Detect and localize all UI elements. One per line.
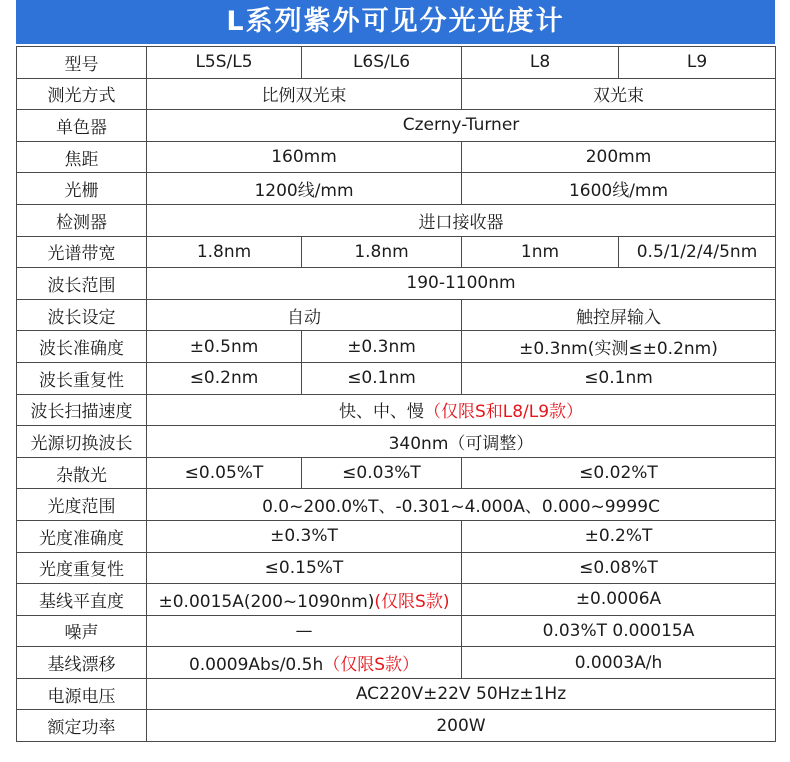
row-label: 光栅 xyxy=(17,173,147,205)
cell-l5: ±0.5nm xyxy=(147,331,302,363)
cell-l8-l9: ±0.2%T xyxy=(462,520,776,552)
cell-l8-l9: 触控屏输入 xyxy=(462,299,776,331)
row-label: 检测器 xyxy=(17,204,147,236)
row-label: 型号 xyxy=(17,47,147,79)
row-label: 光度准确度 xyxy=(17,520,147,552)
table-row xyxy=(17,552,776,584)
row-label: 光度范围 xyxy=(17,489,147,521)
cell-l8-l9: ≤0.08%T xyxy=(462,552,776,584)
table-row xyxy=(17,457,776,489)
cell-l5-l6: 自动 xyxy=(147,299,462,331)
drift-note: （仅限S款） xyxy=(323,655,420,676)
cell-l5-l6: 比例双光束 xyxy=(147,78,462,110)
cell-l5-l6 xyxy=(147,647,462,679)
spec-table xyxy=(16,46,776,742)
cell-all: 进口接收器 xyxy=(147,204,776,236)
table-row xyxy=(17,78,776,110)
cell-all: 340nm（可调整） xyxy=(147,426,776,458)
cell-l5: ≤0.2nm xyxy=(147,362,302,394)
row-label: 波长设定 xyxy=(17,299,147,331)
row-label: 光谱带宽 xyxy=(17,236,147,268)
cell-l8-l9: 0.0003A/h xyxy=(462,647,776,679)
row-label: 杂散光 xyxy=(17,457,147,489)
cell-l5-l6 xyxy=(147,584,462,616)
cell-l5: 1.8nm xyxy=(147,236,302,268)
model-l5: L5S/L5 xyxy=(147,47,302,79)
drift-value: 0.0009Abs/0.5h xyxy=(188,655,324,676)
table-row xyxy=(17,489,776,521)
row-label: 波长重复性 xyxy=(17,362,147,394)
cell-all: 0.0~200.0%T、-0.301~4.000A、0.000~9999C xyxy=(147,489,776,521)
table-row xyxy=(17,584,776,616)
table-row xyxy=(17,678,776,710)
row-label: 基线漂移 xyxy=(17,647,147,679)
row-label: 波长范围 xyxy=(17,268,147,300)
cell-l6: ≤0.03%T xyxy=(302,457,462,489)
row-label: 波长准确度 xyxy=(17,331,147,363)
cell-l8-l9: 双光束 xyxy=(462,78,776,110)
table-row xyxy=(17,426,776,458)
cell-l8-l9: 0.03%T 0.00015A xyxy=(462,615,776,647)
table-row xyxy=(17,110,776,142)
cell-all: AC220V±22V 50Hz±1Hz xyxy=(147,678,776,710)
cell-l5-l6: 1200线/mm xyxy=(147,173,462,205)
table-row xyxy=(17,299,776,331)
flatness-value: ±0.0015A(200~1090nm) xyxy=(158,591,375,612)
row-label: 光度重复性 xyxy=(17,552,147,584)
row-label: 基线平直度 xyxy=(17,584,147,616)
cell-l8-l9: ≤0.02%T xyxy=(462,457,776,489)
table-row xyxy=(17,520,776,552)
model-l6: L6S/L6 xyxy=(302,47,462,79)
cell-l8-l9: 200mm xyxy=(462,141,776,173)
model-l8: L8 xyxy=(462,47,619,79)
table-row xyxy=(17,394,776,426)
row-label: 焦距 xyxy=(17,141,147,173)
cell-all: 190-1100nm xyxy=(147,268,776,300)
cell-l8-l9: ±0.3nm(实测≤±0.2nm) xyxy=(462,331,776,363)
cell-l9: 0.5/1/2/4/5nm xyxy=(619,236,776,268)
row-label: 单色器 xyxy=(17,110,147,142)
flatness-note: (仅限S款) xyxy=(374,591,450,612)
row-label: 电源电压 xyxy=(17,678,147,710)
table-row xyxy=(17,647,776,679)
table-row xyxy=(17,236,776,268)
cell-l5-l6: ±0.3%T xyxy=(147,520,462,552)
table-row xyxy=(17,204,776,236)
table-row xyxy=(17,268,776,300)
table-row xyxy=(17,141,776,173)
cell-l5-l6: ≤0.15%T xyxy=(147,552,462,584)
row-label: 噪声 xyxy=(17,615,147,647)
cell-l8-l9: 1600线/mm xyxy=(462,173,776,205)
cell-l5-l6: 160mm xyxy=(147,141,462,173)
scan-note: （仅限S和L8/L9款） xyxy=(423,402,584,423)
table-row xyxy=(17,47,776,79)
row-label: 测光方式 xyxy=(17,78,147,110)
row-label: 额定功率 xyxy=(17,710,147,742)
cell-l8: 1nm xyxy=(462,236,619,268)
cell-l5: ≤0.05%T xyxy=(147,457,302,489)
cell-all xyxy=(147,394,776,426)
cell-l6: ±0.3nm xyxy=(302,331,462,363)
table-row xyxy=(17,615,776,647)
cell-l5-l6: — xyxy=(147,615,462,647)
table-row xyxy=(17,331,776,363)
cell-l6: 1.8nm xyxy=(302,236,462,268)
cell-l6: ≤0.1nm xyxy=(302,362,462,394)
cell-all: Czerny-Turner xyxy=(147,110,776,142)
table-row xyxy=(17,173,776,205)
cell-l8-l9: ≤0.1nm xyxy=(462,362,776,394)
row-label: 光源切换波长 xyxy=(17,426,147,458)
model-l9: L9 xyxy=(619,47,776,79)
row-label: 波长扫描速度 xyxy=(17,394,147,426)
scan-value: 快、中、慢 xyxy=(338,402,424,423)
page-title: L系列紫外可见分光光度计 xyxy=(16,0,775,44)
table-row xyxy=(17,710,776,742)
cell-l8-l9: ±0.0006A xyxy=(462,584,776,616)
table-row xyxy=(17,362,776,394)
cell-all: 200W xyxy=(147,710,776,742)
